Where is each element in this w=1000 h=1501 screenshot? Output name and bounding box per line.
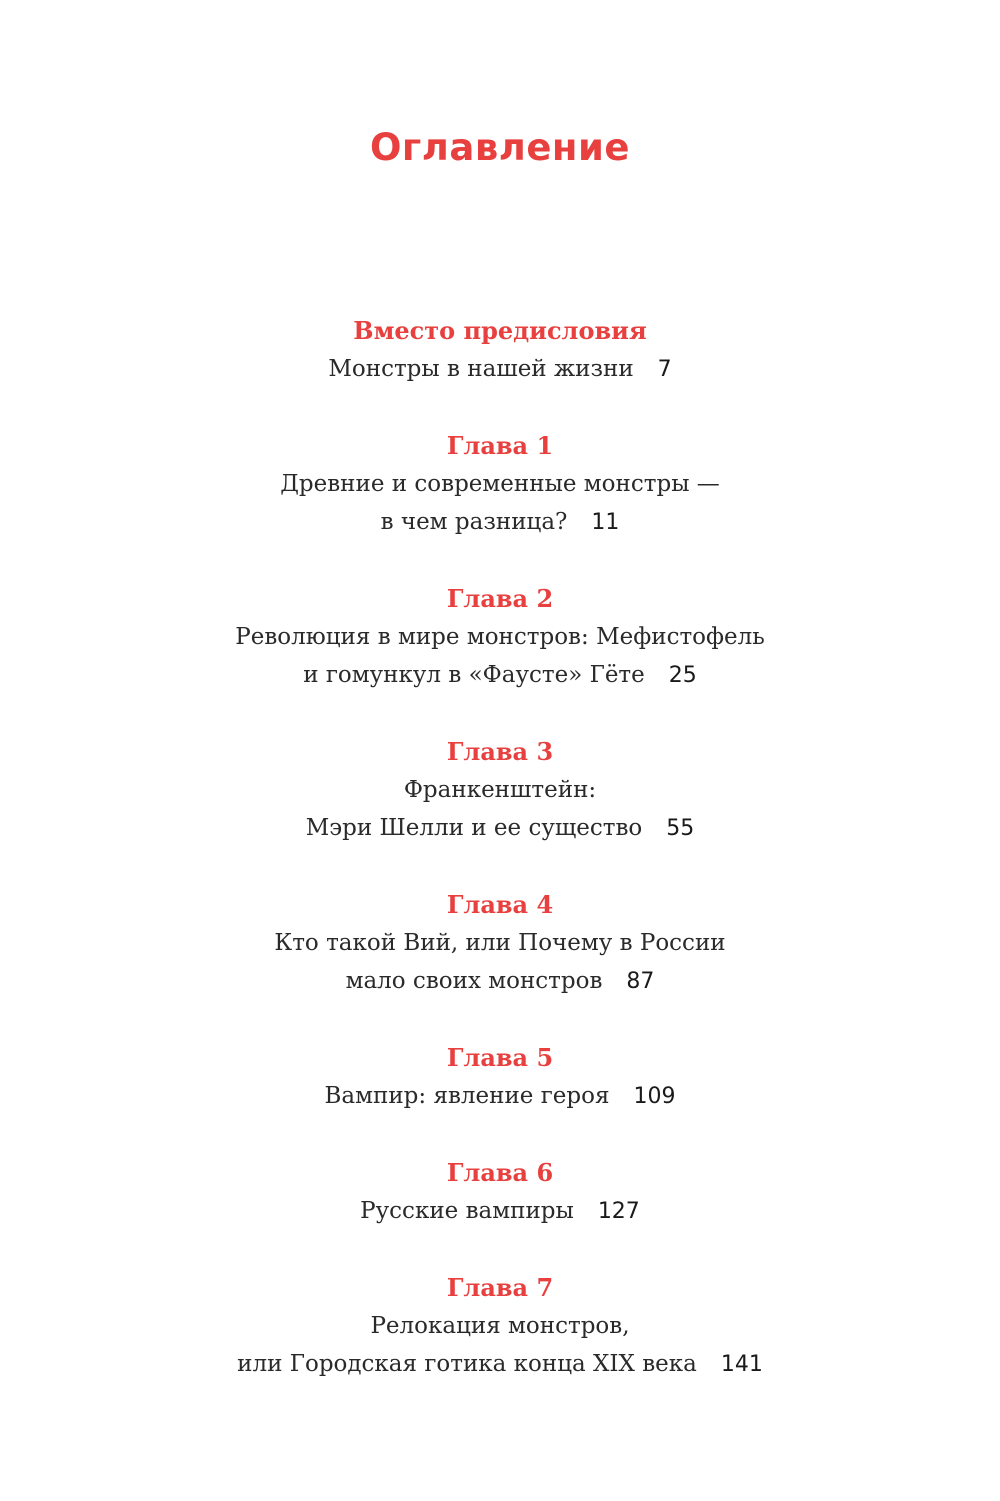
toc-entry-title-text: Русские вампиры <box>360 1198 574 1224</box>
toc-entry-chapter-2 <box>0 580 1000 695</box>
toc-entry-page-number: 127 <box>597 1199 640 1224</box>
toc-entry-heading: Глава 1 <box>446 431 554 460</box>
toc-entry-title-text: и гомункул в «Фаусте» Гёте <box>303 662 645 688</box>
toc-entry-page-number: 7 <box>657 357 672 382</box>
toc-entry-title-line <box>0 1192 1000 1231</box>
toc-entry-preface <box>0 312 1000 389</box>
toc-entry-title-line <box>0 1077 1000 1116</box>
toc-entry-page-number: 109 <box>633 1084 676 1109</box>
toc-entry-page-number: 11 <box>591 510 620 535</box>
toc-entry-heading: Глава 4 <box>446 890 554 919</box>
toc-entry-page-number: 87 <box>626 969 655 994</box>
toc-entry-title-line <box>0 503 1000 542</box>
toc-entry-title-line <box>0 962 1000 1001</box>
toc-entry-heading: Глава 7 <box>446 1273 554 1302</box>
toc-entry-title-line <box>0 350 1000 389</box>
toc-entry-heading: Глава 5 <box>446 1043 554 1072</box>
toc-entry-heading: Глава 6 <box>446 1158 554 1187</box>
toc-entry-chapter-1 <box>0 427 1000 542</box>
toc-entry-chapter-4 <box>0 886 1000 1001</box>
toc-entry-title-line: Революция в мире монстров: Мефистофель <box>235 624 765 650</box>
toc-entry-title-text: Мэри Шелли и ее существо <box>305 815 643 841</box>
toc-entry-title-line <box>0 1345 1000 1384</box>
toc-entry-title-text: в чем разница? <box>380 509 568 535</box>
toc-entry-chapter-3 <box>0 733 1000 848</box>
table-of-contents <box>0 312 1000 1384</box>
toc-entry-title-text: Вампир: явление героя <box>324 1083 610 1109</box>
toc-entry-title-line <box>0 809 1000 848</box>
toc-entry-heading: Глава 2 <box>446 584 554 613</box>
toc-entry-title-text: или Городская готика конца XIX века <box>237 1351 697 1377</box>
page-title: Оглавление <box>369 126 631 169</box>
toc-entry-title-line <box>0 656 1000 695</box>
toc-entry-title-text: Монстры в нашей жизни <box>328 356 634 382</box>
toc-entry-heading: Глава 3 <box>446 737 554 766</box>
toc-entry-page-number: 25 <box>668 663 697 688</box>
toc-entry-chapter-7 <box>0 1269 1000 1384</box>
toc-entry-title-line: Древние и современные монстры — <box>280 471 720 497</box>
toc-entry-page-number: 55 <box>666 816 695 841</box>
toc-entry-page-number: 141 <box>720 1352 763 1377</box>
toc-entry-heading: Вместо предисловия <box>353 316 647 345</box>
toc-entry-title-line: Кто такой Вий, или Почему в России <box>274 930 726 956</box>
toc-entry-chapter-5 <box>0 1039 1000 1116</box>
toc-entry-title-line: Франкенштейн: <box>403 777 597 803</box>
toc-entry-chapter-6 <box>0 1154 1000 1231</box>
toc-entry-title-line: Релокация монстров, <box>370 1313 630 1339</box>
toc-entry-title-text: мало своих монстров <box>345 968 603 994</box>
